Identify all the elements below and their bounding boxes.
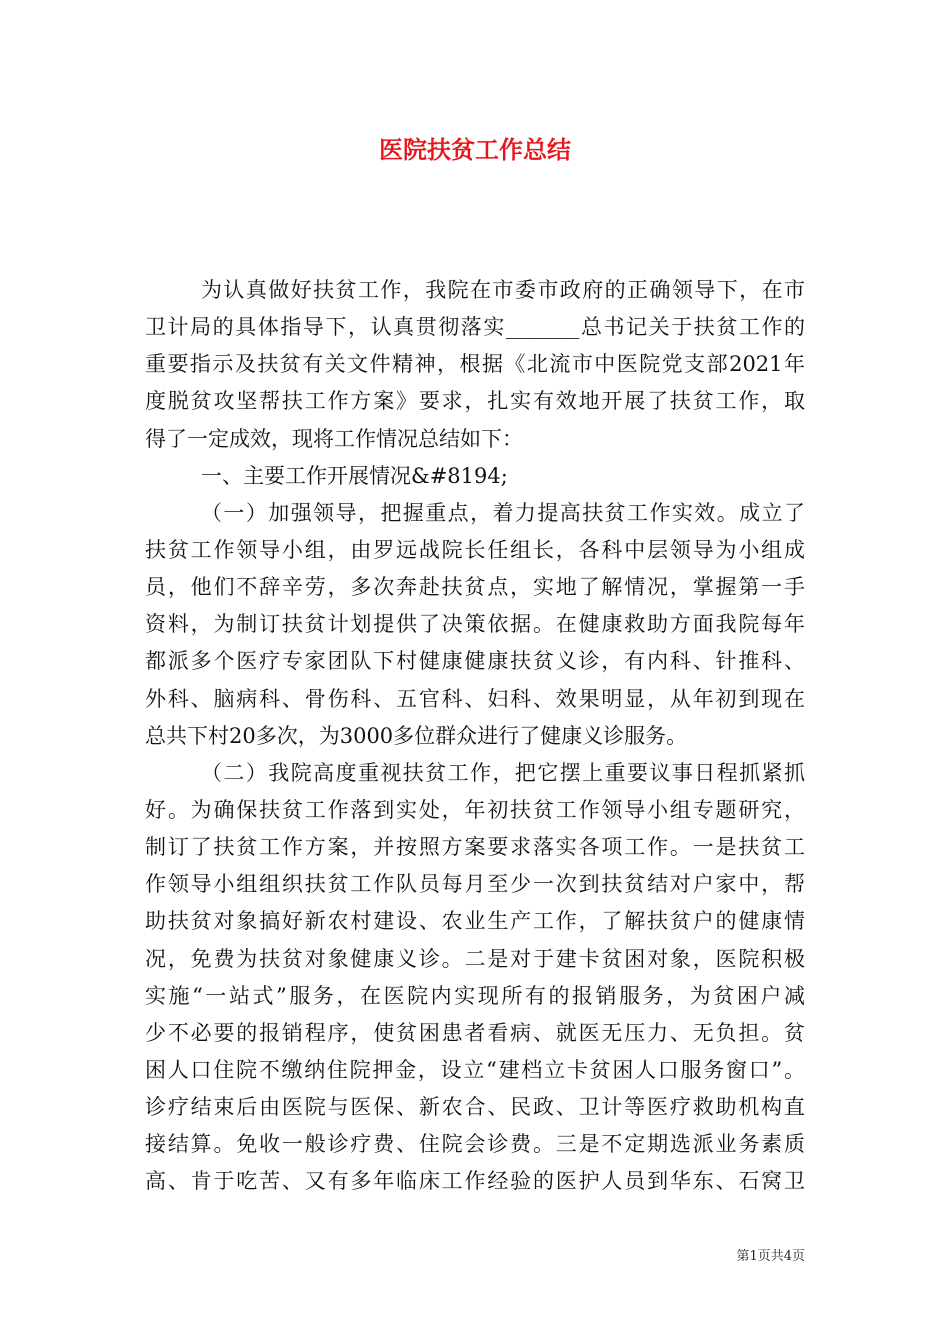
paragraph xyxy=(145,272,805,458)
text-line: 况，免费为扶贫对象健康义诊。二是对于建卡贫困对象，医院积极 xyxy=(145,946,805,971)
text-line: 度脱贫攻坚帮扶工作方案》要求，扎实有效地开展了扶贫工作，取 xyxy=(145,389,805,414)
document-title: 医院扶贫工作总结 xyxy=(379,135,571,164)
text-line: 扶贫工作领导小组，由罗远战院长任组长，各科中层领导为小组成 xyxy=(145,537,805,562)
text-line: 重要指示及扶贫有关文件精神，根据《北流市中医院党支部2021年 xyxy=(145,352,805,377)
text-line: 资料，为制订扶贫计划提供了决策依据。在健康救助方面我院每年 xyxy=(145,612,805,637)
section-heading xyxy=(145,458,805,495)
text-line: 助扶贫对象搞好新农村建设、农业生产工作，了解扶贫户的健康情 xyxy=(145,909,805,934)
text-line: 好。为确保扶贫工作落到实处，年初扶贫工作领导小组专题研究， xyxy=(145,797,805,822)
text-line: 困人口住院不缴纳住院押金，设立“建档立卡贫困人口服务窗口”。 xyxy=(145,1057,805,1082)
text-line: 外科、脑病科、骨伤科、五官科、妇科、效果明显，从年初到现在 xyxy=(145,686,805,711)
paragraph xyxy=(145,755,805,1201)
text-line: 一、主要工作开展情况&#8194; xyxy=(201,463,508,488)
text-line: 制订了扶贫工作方案，并按照方案要求落实各项工作。一是扶贫工 xyxy=(145,835,805,860)
paragraph xyxy=(145,495,805,755)
text-line: 高、肯于吃苦、又有多年临床工作经验的医护人员到华东、石窝卫 xyxy=(145,1169,805,1194)
text-line: 员，他们不辞辛劳，多次奔赴扶贫点，实地了解情况，掌握第一手 xyxy=(145,575,805,600)
text-line: 实施“一站式”服务，在医院内实现所有的报销服务，为贫困户减 xyxy=(145,983,805,1008)
text-line: 卫计局的具体指导下，认真贯彻落实_______总书记关于扶贫工作的 xyxy=(145,315,805,340)
text-line: （二）我院高度重视扶贫工作，把它摆上重要议事日程抓紧抓 xyxy=(201,760,805,785)
text-line: 总共下村20多次，为3000多位群众进行了健康义诊服务。 xyxy=(145,723,688,748)
text-line: 都派多个医疗专家团队下村健康健康扶贫义诊，有内科、针推科、 xyxy=(145,649,805,674)
text-line: 接结算。免收一般诊疗费、住院会诊费。三是不定期选派业务素质 xyxy=(145,1132,805,1157)
text-line: 作领导小组组织扶贫工作队员每月至少一次到扶贫结对户家中，帮 xyxy=(145,872,805,897)
text-line: 少不必要的报销程序，使贫困患者看病、就医无压力、无负担。贫 xyxy=(145,1020,805,1045)
text-line: （一）加强领导，把握重点，着力提高扶贫工作实效。成立了 xyxy=(201,500,805,525)
page-number: 第1页共4页 xyxy=(736,1249,805,1264)
text-line: 为认真做好扶贫工作，我院在市委市政府的正确领导下，在市 xyxy=(201,278,805,302)
text-line: 得了一定成效，现将工作情况总结如下： xyxy=(145,426,523,451)
text-line: 诊疗结束后由医院与医保、新农合、民政、卫计等医疗救助机构直 xyxy=(145,1095,805,1120)
document-body xyxy=(145,272,805,1201)
